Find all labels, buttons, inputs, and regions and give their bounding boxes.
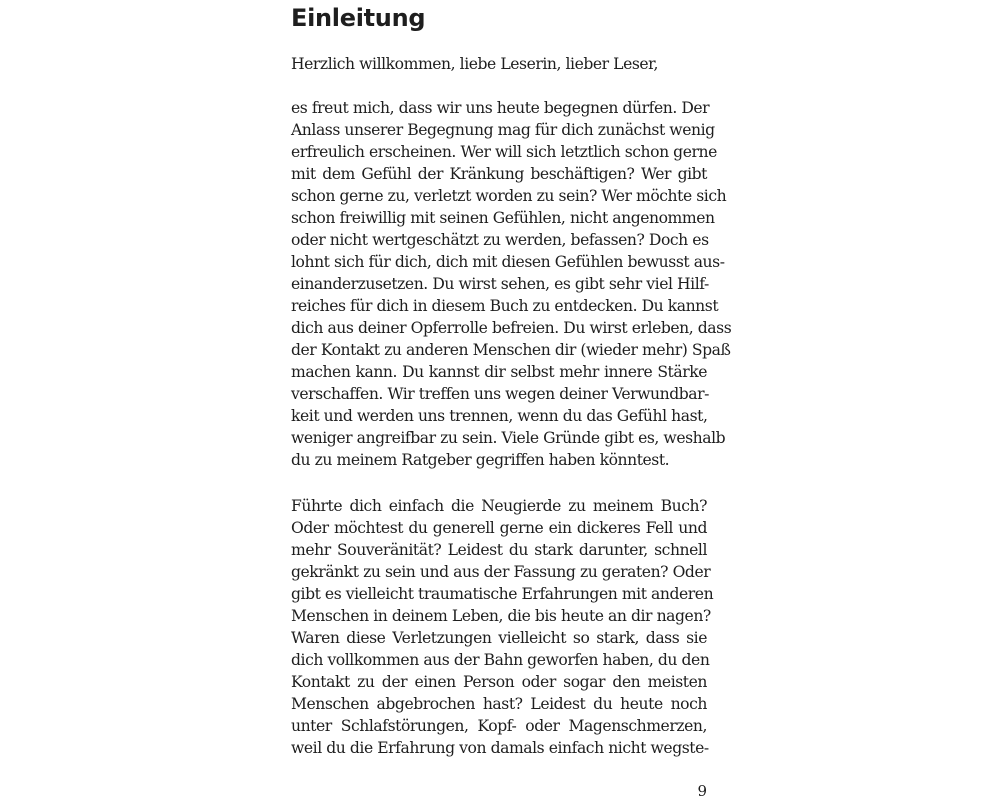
text-line: Führte dich einfach die Neugierde zu meinem Buch? bbox=[291, 497, 707, 515]
text-line: Waren diese Verletzungen vielleicht so stark, dass sie bbox=[291, 629, 707, 647]
text-line: schon gerne zu, verletzt worden zu sein? Wer möchte sich bbox=[291, 187, 727, 205]
text-line: oder nicht wertgeschätzt zu werden, befassen? Doch es bbox=[291, 231, 709, 249]
text-line: weil du die Erfahrung von damals einfach nicht wegste- bbox=[291, 739, 709, 757]
text-line: Menschen abgebrochen hast? Leidest du heute noch bbox=[291, 695, 707, 713]
text-line: gibt es vielleicht traumatische Erfahrungen mit anderen bbox=[291, 585, 714, 603]
text-line: Kontakt zu der einen Person oder sogar den meisten bbox=[291, 673, 707, 691]
text-line: Anlass unserer Begegnung mag für dich zunächst wenig bbox=[291, 121, 715, 139]
text-line: du zu meinem Ratgeber gegriffen haben könntest. bbox=[291, 451, 670, 469]
text-line: mit dem Gefühl der Kränkung beschäftigen? Wer gibt bbox=[291, 165, 707, 183]
text-line: weniger angreifbar zu sein. Viele Gründe gibt es, weshalb bbox=[291, 429, 726, 447]
paragraph-2 bbox=[291, 495, 714, 759]
text-line: verschaffen. Wir treffen uns wegen deiner Verwundbar- bbox=[291, 385, 709, 403]
greeting-line: Herzlich willkommen, liebe Leserin, lieber Leser, bbox=[291, 55, 658, 73]
text-line: keit und werden uns trennen, wenn du das Gefühl hast, bbox=[291, 407, 708, 425]
text-line: es freut mich, dass wir uns heute begegnen dürfen. Der bbox=[291, 99, 710, 117]
text-line: lohnt sich für dich, dich mit diesen Gefühlen bewusst aus- bbox=[291, 253, 725, 271]
text-line: mehr Souveränität? Leidest du stark darunter, schnell bbox=[291, 541, 707, 559]
text-line: Oder möchtest du generell gerne ein dickeres Fell und bbox=[291, 519, 707, 537]
text-line: reiches für dich in diesem Buch zu entdecken. Du kannst bbox=[291, 297, 719, 315]
text-line: machen kann. Du kannst dir selbst mehr innere Stärke bbox=[291, 363, 707, 381]
text-line: der Kontakt zu anderen Menschen dir (wieder mehr) Spaß bbox=[291, 341, 731, 359]
paragraph-1 bbox=[291, 97, 732, 471]
text-line: Menschen in deinem Leben, die bis heute an dir nagen? bbox=[291, 607, 711, 625]
text-line: dich aus deiner Opferrolle befreien. Du wirst erleben, dass bbox=[291, 319, 732, 337]
text-line: dich vollkommen aus der Bahn geworfen haben, du den bbox=[291, 651, 710, 669]
text-line: einanderzusetzen. Du wirst sehen, es gibt sehr viel Hilf- bbox=[291, 275, 709, 293]
page-number: 9 bbox=[697, 782, 707, 800]
text-line: unter Schlafstörungen, Kopf- oder Magenschmerzen, bbox=[291, 717, 707, 735]
text-line: schon freiwillig mit seinen Gefühlen, nicht angenommen bbox=[291, 209, 715, 227]
text-line: gekränkt zu sein und aus der Fassung zu geraten? Oder bbox=[291, 563, 711, 581]
chapter-heading: Einleitung bbox=[291, 4, 426, 32]
text-line: erfreulich erscheinen. Wer will sich letztlich schon gerne bbox=[291, 143, 717, 161]
